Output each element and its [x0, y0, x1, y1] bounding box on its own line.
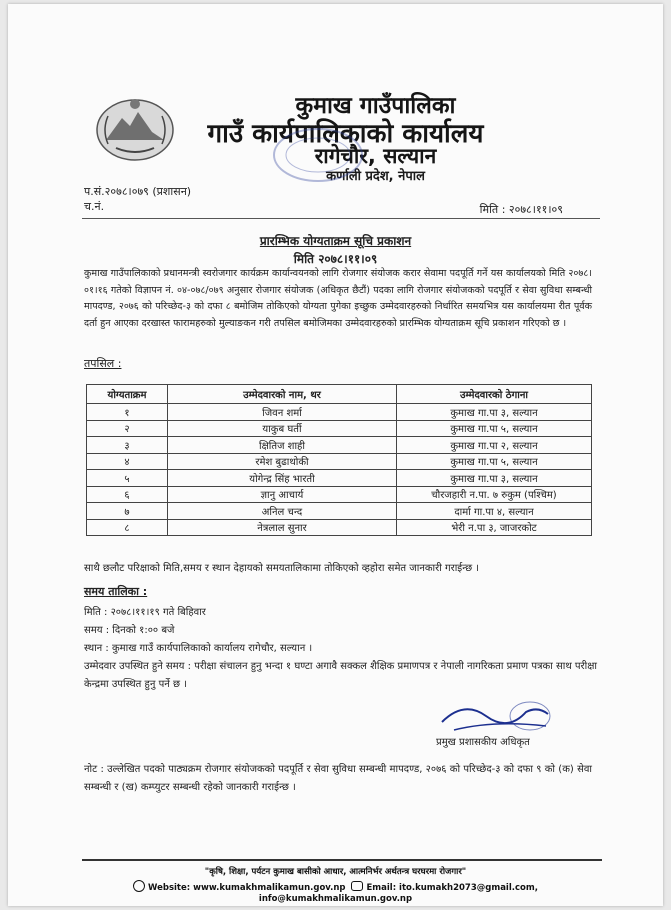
globe-icon [133, 880, 145, 892]
address-cell: कुमाख गा.पा २, सल्यान [397, 437, 592, 454]
email-icon [351, 881, 363, 891]
exam-info-note: साथै छलौट परिक्षाको मिति,समय र स्थान देहायको समयतालिकामा तोकिएको व्हहोरा समेत जानकारी गराईन्छ । [84, 563, 480, 574]
table-row [87, 404, 592, 421]
footer-slogan: "कृषि, शिक्षा, पर्यटन कुमाख बासीको आधार, आत्मनिर्भर अर्थतन्त्र घरघरमा रोजगार" [204, 867, 467, 877]
col-rank-header: योग्यताक्रम [87, 385, 168, 404]
schedule-place: स्थान : कुमाख गाउँ कार्यपालिकाको कार्यालय रागेचौर, सल्यान । [84, 643, 313, 654]
name-cell: अनिल चन्द [168, 503, 397, 520]
table-row [87, 437, 592, 454]
address-cell: कुमाख गा.पा ५, सल्यान [397, 420, 592, 437]
municipality-name: कुमाख गाउँपालिका [295, 93, 456, 119]
letter-page [8, 4, 663, 906]
col-address-header: उम्मेदवारको ठेगाना [397, 385, 592, 404]
name-cell: नेत्रलाल सुनार [168, 519, 397, 536]
table-row [87, 519, 592, 536]
schedule-time: समय : दिनको १:०० बजे [84, 625, 175, 636]
schedule-heading: समय तालिका : [84, 585, 148, 598]
rank-cell: ६ [87, 486, 168, 503]
details-label: तपसिल : [84, 357, 122, 370]
dispatch-number: च.नं. [84, 200, 105, 213]
col-name-header: उम्मेदवारको नाम, थर [168, 385, 397, 404]
address-cell: कुमाख गा.पा ३, सल्यान [397, 404, 592, 421]
table-row [87, 453, 592, 470]
footer-website[interactable]: Website: www.kumakhmalikamun.gov.np [148, 883, 346, 893]
name-cell: ज्ञानु आचार्य [168, 486, 397, 503]
schedule-date: मिति : २०७८।११।१९ गते बिहिवार [84, 607, 206, 618]
rank-cell: २ [87, 420, 168, 437]
rank-cell: ५ [87, 470, 168, 487]
schedule-attendance: उम्मेदवार उपस्थित हुने समय : परीक्षा संचालन हुनु भन्दा १ घण्टा अगावै सक्कल शैक्षिक प्रमाणपत्र र नेपाली नागरिकता प्रमाण पत्रका साथ परीक्षा केन्द्रमा उपस्थित हुनु पर्ने छ । [84, 661, 598, 690]
address-cell: भेरी न.पा ३, जाजरकोट [397, 519, 592, 536]
syllabus-note: नोट : उल्लेखित पदको पाठ्यक्रम रोजगार संयोजकको पदपूर्ति र सेवा सुविधा सम्बन्धी मापदण्ड, २०७६ को परिच्छेद-३ को दफा ९ को (क) सेवा सम्बन्धी र (ख) कम्प्युटर सम्बन्धी रहेको जानकारी गराईन्छ । [84, 764, 592, 793]
office-stamp-icon [270, 126, 366, 184]
province-name: कर्णाली प्रदेश, नेपाल [326, 169, 425, 184]
signatory-title: प्रमुख प्रशासकीय अधिकृत [436, 737, 530, 748]
footer-contact [8, 880, 663, 893]
footer-email[interactable]: Email: ito.kumakh2073@gmail.com, [366, 883, 538, 893]
office-location: रागेचौर, सल्यान [314, 144, 437, 168]
table-row [87, 503, 592, 520]
rank-cell: ३ [87, 437, 168, 454]
office-name: गाउँ कार्यपालिकाको कार्यालय [207, 119, 484, 149]
address-cell: कुमाख गा.पा ३, सल्यान [397, 470, 592, 487]
rank-cell: ७ [87, 503, 168, 520]
letter-date: मिति : २०७८।११।०९ [479, 203, 563, 216]
table-row [87, 486, 592, 503]
rank-cell: ८ [87, 519, 168, 536]
table-row [87, 470, 592, 487]
candidate-table [86, 384, 592, 536]
footer-divider [82, 859, 602, 861]
notice-title: प्रारम्भिक योग्यताक्रम सूचि प्रकाशन [259, 234, 412, 248]
name-cell: क्षितिज शाही [168, 437, 397, 454]
address-cell: दार्मा गा.पा ४, सल्यान [397, 503, 592, 520]
reference-number: प.सं.२०७८।०७९ (प्रशासन) [84, 185, 192, 198]
rank-cell: ४ [87, 453, 168, 470]
name-cell: याकुब घर्ती [168, 420, 397, 437]
table-row [87, 420, 592, 437]
name-cell: जिवन शर्मा [168, 404, 397, 421]
notice-body: कुमाख गाउँपालिकाको प्रधानमन्त्री स्वरोजगार कार्यक्रम कार्यान्वयनको लागि रोजगार संयोजक करार सेवामा पदपूर्ति गर्ने यस कार्यालयको मिति २०७८।०१।१६ गतेको विज्ञापन नं. ०४-०७८/०७९ अनुसार रोजगार संयोजक (अधिकृत छैटौं) पदका लागि रोजगार संयोजकको पदपूर्ति र सेवा सुविधा सम्बन्धी मापदण्ड, २०७६ को परिच्छेद-३ को दफा ८ बमोजिम तोकिएको योग्यता पुगेका इच्छुक उम्मेदवारहरुको निर्धारित समयभित्र यस कार्यालयमा रीत पूर्वक दर्ता हुन आएका दरखास्त फारामहरुको मुल्याङकन गरी तपसिल बमोजिमका उम्मेदवारहरुको प्रारम्भिक योग्यताक्रम सूचि प्रकाशन गरिएको छ । [84, 268, 592, 329]
rank-cell: १ [87, 404, 168, 421]
address-cell: चौरजहारी न.पा. ७ रुकुम (पश्चिम) [397, 486, 592, 503]
address-cell: कुमाख गा.पा ५, सल्यान [397, 453, 592, 470]
name-cell: रमेश बुढाथोकी [168, 453, 397, 470]
header-divider [82, 218, 600, 219]
signature-icon [434, 692, 564, 740]
table-header-row [87, 385, 592, 404]
name-cell: योगेन्द्र सिंह भारती [168, 470, 397, 487]
notice-title-date: मिति २०७८।११।०९ [293, 252, 378, 266]
footer-email-secondary[interactable]: info@kumakhmalikamun.gov.np [258, 894, 413, 904]
